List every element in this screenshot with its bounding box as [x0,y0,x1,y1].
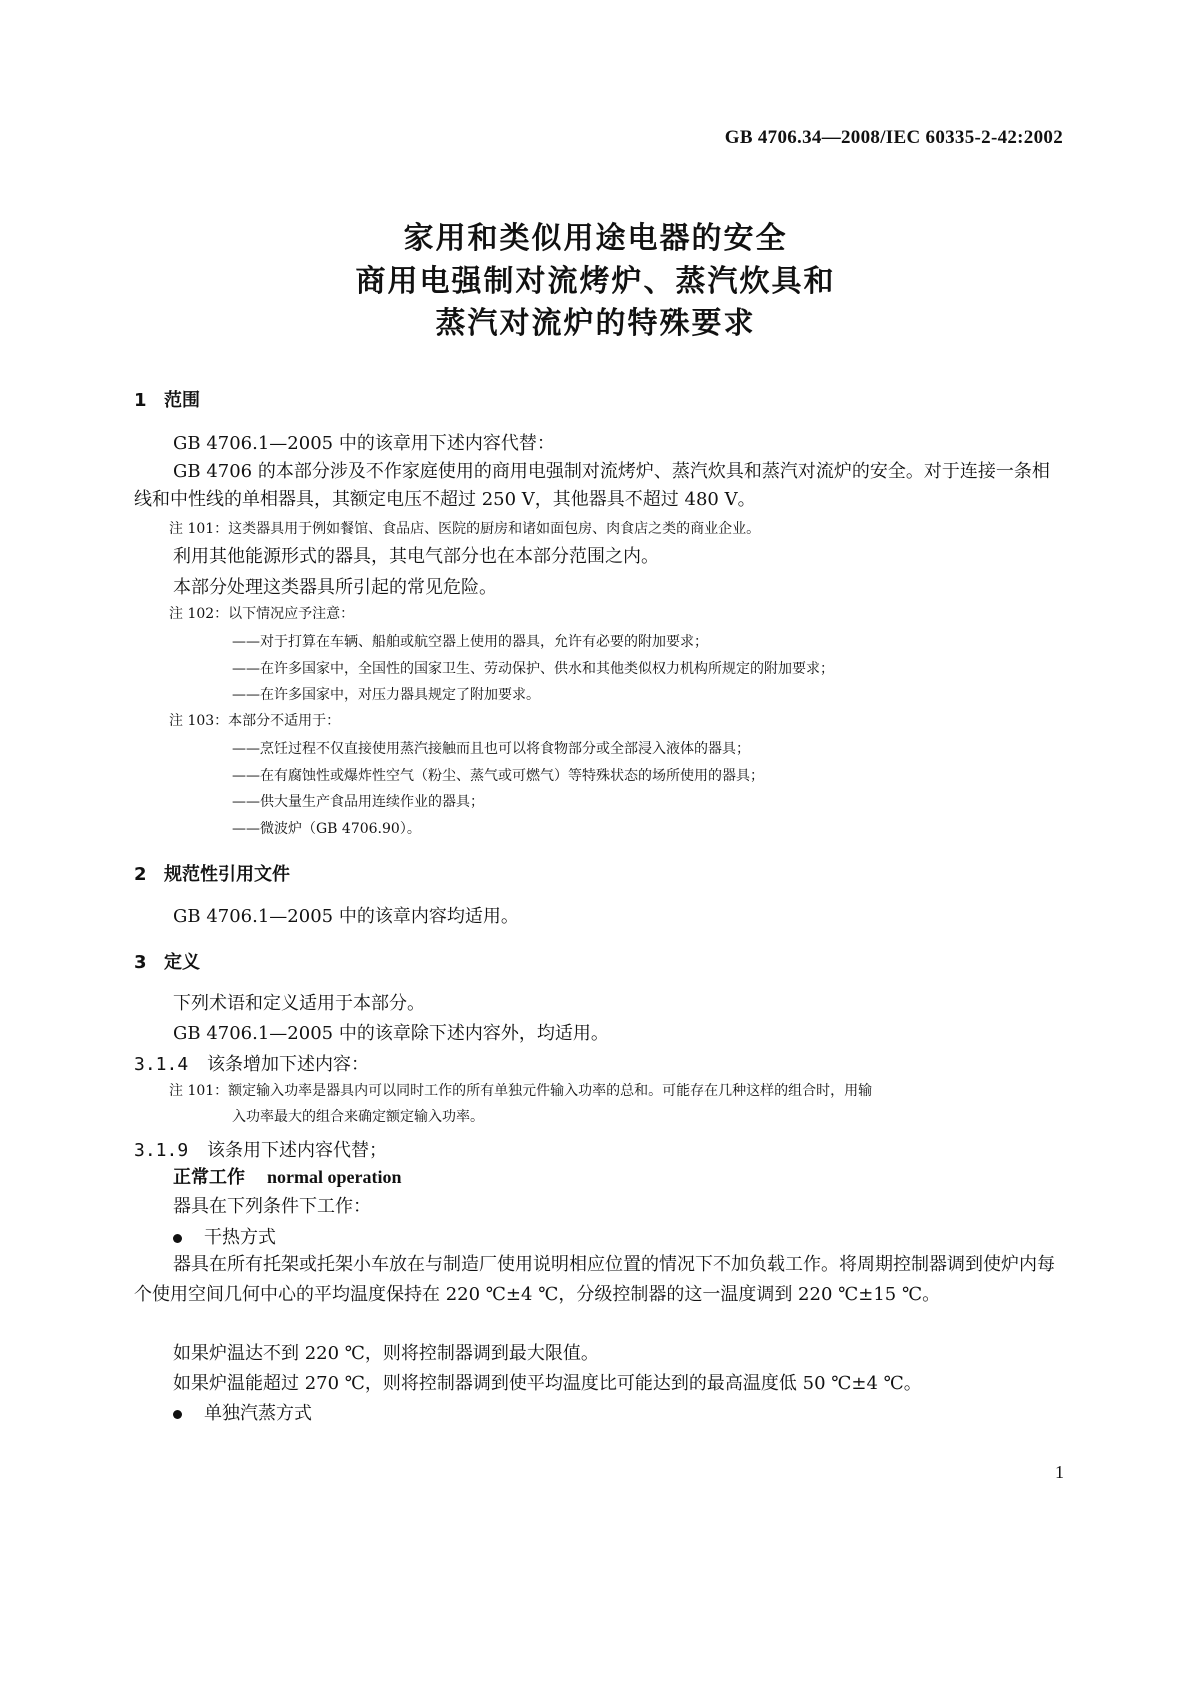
section-3-heading [134,948,200,974]
list-item: ——供大量生产食品用连续作业的器具； [232,794,484,810]
clause-text: 该条增加下述内容： [207,1054,369,1075]
title-line-1: 家用和类似用途电器的安全 [403,221,788,256]
section-title: 定义 [164,952,200,973]
bullet-icon [173,1410,182,1419]
note-continuation: 入功率最大的组合来确定额定输入功率。 [232,1109,484,1125]
paragraph: GB 4706.1—2005 中的该章内容均适用。 [173,906,519,927]
paragraph: 器具在所有托架或托架小车放在与制造厂使用说明相应位置的情况下不加负载工作。将周期控制器调到使炉内每个使用空间几何中心的平均温度保持在 220 ℃±4 ℃，分级控制器的这一温度调到 220 ℃±15 ℃。 [134,1254,1055,1305]
title-line-2: 商用电强制对流烤炉、蒸汽炊具和 [355,264,836,299]
note: 注 101：这类器具用于例如餐馆、食品店、医院的厨房和诸如面包房、肉食店之类的商业企业。 [169,521,761,537]
clause-number: 3.1.4 [134,1054,189,1075]
list-item: ——对于打算在车辆、船舶或航空器上使用的器具，允许有必要的附加要求； [232,634,708,650]
section-title: 范围 [164,390,200,411]
paragraph: GB 4706.1—2005 中的该章用下述内容代替： [173,433,555,454]
list-item: ——在有腐蚀性或爆炸性空气（粉尘、蒸气或可燃气）等特殊状态的场所使用的器具； [232,768,764,784]
clause-3-1-4 [134,1050,369,1076]
clause-text: 该条用下述内容代替； [207,1140,387,1161]
list-item: ——在许多国家中，全国性的国家卫生、劳动保护、供水和其他类似权力机构所规定的附加要求； [232,661,834,677]
bullet-text: 单独汽蒸方式 [204,1403,312,1424]
list-item: ——烹饪过程不仅直接使用蒸汽接触而且也可以将食物部分或全部浸入液体的器具； [232,741,750,757]
page-number: 1 [1055,1462,1064,1482]
title-line-3: 蒸汽对流炉的特殊要求 [435,306,756,341]
section-title: 规范性引用文件 [164,864,290,885]
bullet-icon [173,1234,182,1243]
term-chinese: 正常工作 [173,1167,245,1188]
paragraph: 本部分处理这类器具所引起的常见危险。 [173,577,497,598]
paragraph: 如果炉温达不到 220 ℃，则将控制器调到最大限值。 [173,1343,599,1364]
note: 注 102：以下情况应予注意： [169,606,355,622]
section-number: 3 [134,952,147,973]
list-item: ——在许多国家中，对压力器具规定了附加要求。 [232,687,540,703]
bullet-item [173,1399,312,1425]
section-1-heading [134,386,200,412]
section-number: 1 [134,390,147,411]
clause-number: 3.1.9 [134,1140,189,1161]
section-number: 2 [134,864,147,885]
note: 注 103：本部分不适用于： [169,713,341,729]
paragraph: GB 4706.1—2005 中的该章除下述内容外，均适用。 [173,1023,609,1044]
term-definition [173,1163,402,1189]
paragraph: GB 4706 的本部分涉及不作家庭使用的商用电强制对流烤炉、蒸汽炊具和蒸汽对流炉的安全。对于连接一条相线和中性线的单相器具，其额定电压不超过 250 V，其他器具不超过 480 V。 [134,461,1050,510]
list-item: ——微波炉（GB 4706.90）。 [232,821,421,837]
term-english: normal operation [267,1167,402,1187]
note: 注 101：额定输入功率是器具内可以同时工作的所有单独元件输入功率的总和。可能存在几种这样的组合时，用输 [169,1083,873,1099]
paragraph: 器具在下列条件下工作： [173,1196,371,1217]
paragraph: 如果炉温能超过 270 ℃，则将控制器调到使平均温度比可能达到的最高温度低 50 ℃±4 ℃。 [173,1373,922,1394]
paragraph: 利用其他能源形式的器具，其电气部分也在本部分范围之内。 [173,546,659,567]
paragraph: 下列术语和定义适用于本部分。 [173,993,425,1014]
standard-code: GB 4706.34—2008/IEC 60335-2-42:2002 [724,127,1063,148]
section-2-heading [134,860,290,886]
bullet-item [173,1223,276,1249]
clause-3-1-9 [134,1136,387,1162]
bullet-text: 干热方式 [204,1227,276,1248]
